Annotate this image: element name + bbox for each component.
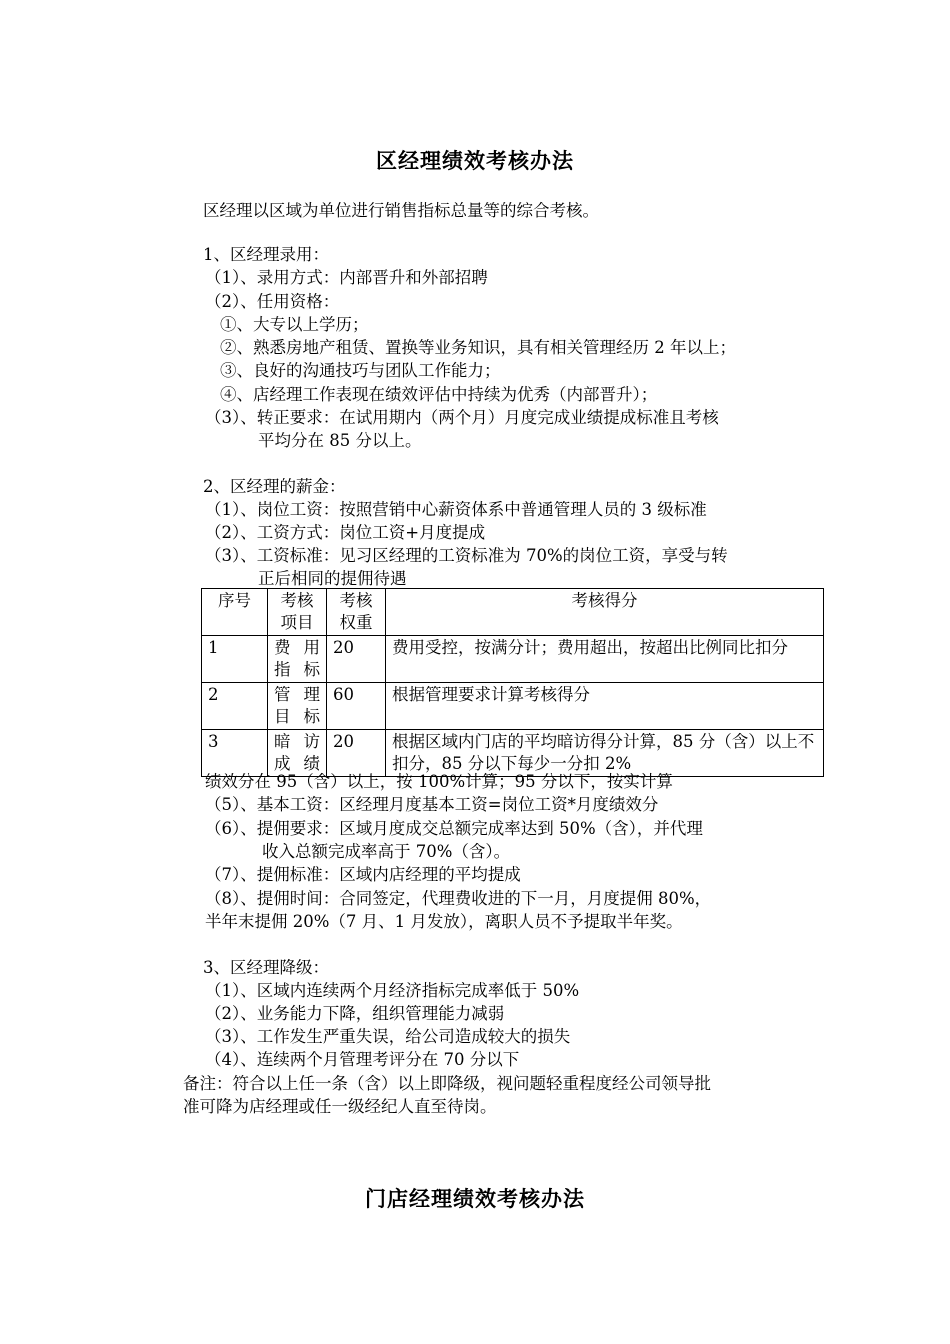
header-cell: 序号 [202,589,268,636]
table-cell: 费用受控，按满分计；费用超出，按超出比例同比扣分 [386,636,824,683]
paragraph-line: （4）、连续两个月管理考评分在 70 分以下 [205,1050,520,1069]
paragraph-line: （2）、业务能力下降，组织管理能力减弱 [205,1004,505,1023]
paragraph-line: （1）、录用方式：内部晋升和外部招聘 [205,268,488,287]
paragraph-line: ②、熟悉房地产租赁、置换等业务知识，具有相关管理经历 2 年以上； [220,338,736,357]
section-heading: 1、区经理录用： [203,245,329,264]
table-cell: 管理目标 [268,683,327,730]
paragraph-line: ③、良好的沟通技巧与团队工作能力； [220,361,501,380]
paragraph-line: （2）、工资方式：岗位工资+月度提成 [205,523,486,542]
paragraph-line: 半年末提佣 20%（7 月、1 月发放），离职人员不予提取半年奖。 [205,912,683,931]
paragraph-line: （3）、工作发生严重失误，给公司造成较大的损失 [205,1027,571,1046]
paragraph-line: ①、大专以上学历； [220,315,369,334]
intro-text: 区经理以区域为单位进行销售指标总量等的综合考核。 [203,201,599,220]
paragraph-line: （8）、提佣时间：合同签定，代理费收进的下一月，月度提佣 80%， [205,889,712,908]
header-cell: 考核项目 [268,589,327,636]
table-header-row [202,589,824,636]
table-row [202,683,824,730]
table-row [202,730,824,777]
paragraph-line: 收入总额完成率高于 70%（含）。 [262,842,511,861]
table-row [202,636,824,683]
table-cell: 3 [202,730,268,777]
section-heading: 2、区经理的薪金： [203,477,346,496]
page-title: 区经理绩效考核办法 [376,148,574,173]
paragraph-line: （7）、提佣标准：区域内店经理的平均提成 [205,865,521,884]
header-cell: 考核得分 [386,589,824,636]
paragraph-line: 绩效分在 95（含）以上，按 100%计算；95 分以下，按实计算 [205,772,673,791]
paragraph-line: （2）、任用资格： [205,292,340,311]
table-cell: 根据区域内门店的平均暗访得分计算，85 分（含）以上不扣分，85 分以下每少一分扣 2% [386,730,824,777]
paragraph-line: ④、店经理工作表现在绩效评估中持续为优秀（内部晋升）； [220,385,658,404]
note-line: 准可降为店经理或任一级经纪人直至待岗。 [183,1097,497,1116]
paragraph-line: 正后相同的提佣待遇 [258,569,407,588]
paragraph-line: （5）、基本工资：区经理月度基本工资=岗位工资*月度绩效分 [205,795,659,814]
section-title: 门店经理绩效考核办法 [365,1186,585,1211]
table-cell: 根据管理要求计算考核得分 [386,683,824,730]
paragraph-line: （3）、转正要求：在试用期内（两个月）月度完成业绩提成标准且考核 [205,408,719,427]
table-cell: 20 [327,730,386,777]
paragraph-line: （6）、提佣要求：区域月度成交总额完成率达到 50%（含），并代理 [205,819,703,838]
assessment-table [201,588,824,777]
header-cell: 考核权重 [327,589,386,636]
paragraph-line: （1）、区域内连续两个月经济指标完成率低于 50% [205,981,580,1000]
paragraph-line: 平均分在 85 分以上。 [258,431,422,450]
table-cell: 20 [327,636,386,683]
table-cell: 60 [327,683,386,730]
table-cell: 1 [202,636,268,683]
paragraph-line: （3）、工资标准：见习区经理的工资标准为 70%的岗位工资，享受与转 [205,546,728,565]
table-cell: 2 [202,683,268,730]
table-cell: 费用指标 [268,636,327,683]
note-line: 备注：符合以上任一条（含）以上即降级，视问题轻重程度经公司领导批 [183,1074,711,1093]
table-cell: 暗访成绩 [268,730,327,777]
paragraph-line: （1）、岗位工资：按照营销中心薪资体系中普通管理人员的 3 级标准 [205,500,707,519]
section-heading: 3、区经理降级： [203,958,329,977]
